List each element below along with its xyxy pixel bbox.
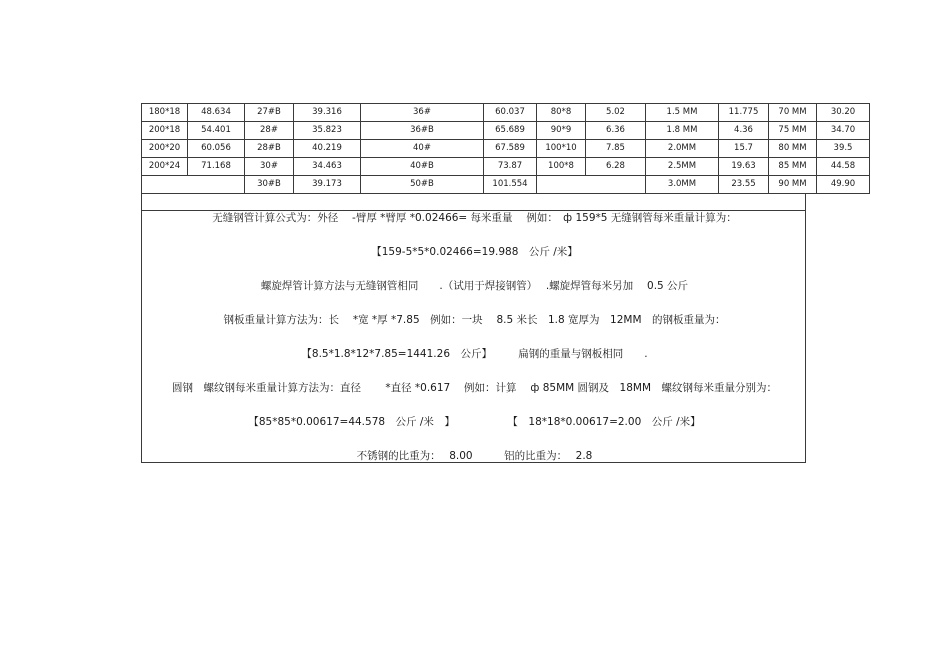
table-cell: 73.87 [484, 158, 537, 176]
table-cell: 70 MM [769, 104, 817, 122]
table-cell: 67.589 [484, 140, 537, 158]
table-cell: 90*9 [537, 122, 586, 140]
table-cell: 100*8 [537, 158, 586, 176]
table-cell: 1.5 MM [646, 104, 719, 122]
table-cell: 80*8 [537, 104, 586, 122]
table-cell: 101.554 [484, 176, 537, 194]
table-cell: 2.0MM [646, 140, 719, 158]
table-row [142, 158, 870, 176]
table-cell: 34.463 [294, 158, 361, 176]
table-row [142, 140, 870, 158]
table-cell: 11.775 [719, 104, 769, 122]
table-cell: 2.5MM [646, 158, 719, 176]
table-cell: 6.28 [586, 158, 646, 176]
table-cell: 34.70 [817, 122, 870, 140]
table-cell: 40#B [361, 158, 484, 176]
seamless-pipe-example: 【159-5*5*0.02466=19.988 公斤 /米】 [371, 246, 578, 258]
table-row [142, 176, 870, 194]
table-row [142, 122, 870, 140]
table-cell: 39.316 [294, 104, 361, 122]
table-cell: 60.037 [484, 104, 537, 122]
table-cell: 4.36 [719, 122, 769, 140]
empty-cell [142, 176, 245, 194]
empty-cell [537, 176, 646, 194]
table-cell: 27#B [245, 104, 294, 122]
table-cell: 75 MM [769, 122, 817, 140]
table-cell: 200*18 [142, 122, 188, 140]
table-cell: 40# [361, 140, 484, 158]
table-cell: 65.689 [484, 122, 537, 140]
table-cell: 60.056 [188, 140, 245, 158]
steel-weight-sheet [141, 103, 856, 463]
formula-notes [141, 211, 806, 463]
steel-plate-example: 【8.5*1.8*12*7.85=1441.26 公斤】 扁钢的重量与钢板相同 . [301, 348, 648, 360]
table-cell: 80 MM [769, 140, 817, 158]
round-bar-examples: 【85*85*0.00617=44.578 公斤 /米 】 【 18*18*0.00617=2.00 公斤 /米】 [248, 416, 701, 428]
round-bar-formula: 圆钢 螺纹钢每米重量计算方法为：直径 *直径 *0.617 例如：计算 ф 85MM 圆钢及 18MM 螺纹钢每米重量分别为： [171, 382, 778, 394]
table-cell: 36# [361, 104, 484, 122]
spacer-row [141, 194, 806, 211]
table-cell: 30# [245, 158, 294, 176]
table-cell: 200*20 [142, 140, 188, 158]
table-cell: 90 MM [769, 176, 817, 194]
specific-gravity-note: 不锈钢的比重为： 8.00 铝的比重为： 2.8 [356, 450, 593, 462]
table-cell: 30.20 [817, 104, 870, 122]
seamless-pipe-formula: 无缝钢管计算公式为：外径 -臂厚 *臂厚 *0.02466= 每米重量 例如： ф 159*5 无缝钢管每米重量计算为： [212, 212, 737, 224]
table-cell: 71.168 [188, 158, 245, 176]
table-cell: 180*18 [142, 104, 188, 122]
table-row [142, 104, 870, 122]
steel-plate-formula: 钢板重量计算方法为：长 *宽 *厚 *7.85 例如：一块 8.5 米长 1.8 宽厚为 12MM 的钢板重量为： [223, 314, 726, 326]
table-cell: 85 MM [769, 158, 817, 176]
table-cell: 36#B [361, 122, 484, 140]
weight-table [141, 103, 870, 194]
table-cell: 19.63 [719, 158, 769, 176]
table-cell: 50#B [361, 176, 484, 194]
table-cell: 39.5 [817, 140, 870, 158]
spiral-pipe-note: 螺旋焊管计算方法与无缝钢管相同 .（试用于焊接钢管） .螺旋焊管每米另加 0.5 公斤 [260, 280, 689, 292]
table-cell: 40.219 [294, 140, 361, 158]
table-cell: 54.401 [188, 122, 245, 140]
table-cell: 100*10 [537, 140, 586, 158]
table-cell: 44.58 [817, 158, 870, 176]
table-cell: 23.55 [719, 176, 769, 194]
table-cell: 28#B [245, 140, 294, 158]
table-cell: 3.0MM [646, 176, 719, 194]
table-cell: 15.7 [719, 140, 769, 158]
table-cell: 48.634 [188, 104, 245, 122]
table-cell: 49.90 [817, 176, 870, 194]
table-cell: 35.823 [294, 122, 361, 140]
table-cell: 7.85 [586, 140, 646, 158]
table-cell: 30#B [245, 176, 294, 194]
table-cell: 200*24 [142, 158, 188, 176]
table-cell: 39.173 [294, 176, 361, 194]
table-cell: 5.02 [586, 104, 646, 122]
table-cell: 6.36 [586, 122, 646, 140]
table-cell: 1.8 MM [646, 122, 719, 140]
table-cell: 28# [245, 122, 294, 140]
